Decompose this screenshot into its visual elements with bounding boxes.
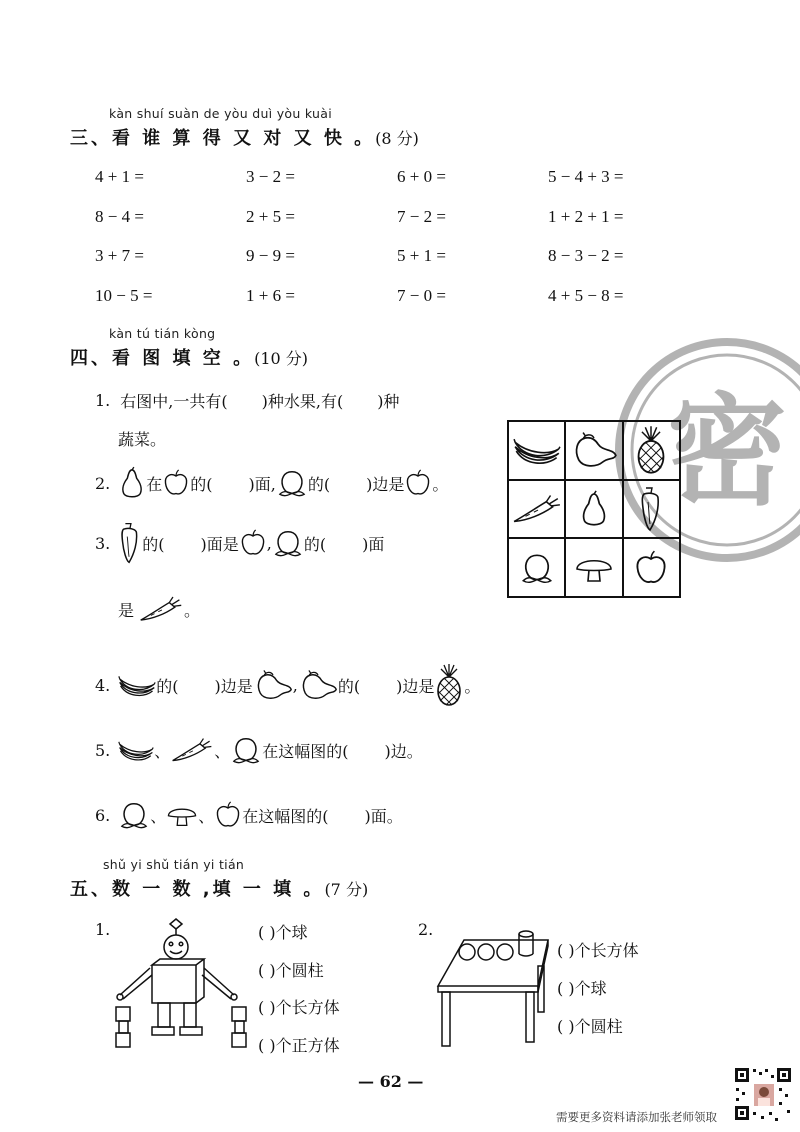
pear-icon [578,489,610,529]
eggplant-icon [253,669,293,701]
pepper-icon [118,518,142,568]
q2-text: 在 [146,474,163,494]
footer-note: 需要更多资料请添加张老师领取 [556,1110,717,1124]
page-number: — 62 — [358,1072,424,1091]
question-3-line-2 [118,594,200,624]
section3-title: 三、看 谁 算 得 又 对 又 快 。 [70,128,376,149]
grid-cell-pepper [623,480,680,539]
eggplant-icon [298,669,338,701]
apple-icon [214,800,242,830]
q1-text: 右图中,一共有( [120,392,228,411]
question-6 [95,800,403,830]
peach-icon [276,468,308,498]
q3-text: )面是 [200,534,239,554]
q5-text: )边。 [384,741,423,761]
question-3-line-1 [95,518,384,568]
section4-score: (10 分) [254,349,309,368]
count-blank[interactable]: ( )个圆柱 [258,961,324,980]
carrot-icon [170,736,214,764]
q6-number: 6. [95,805,111,825]
q2-text: )面, [248,474,276,494]
count-blank[interactable]: ( )个长方体 [258,998,340,1017]
equation: 2 + 5 = [246,207,295,226]
section4-title: 四、看 图 填 空 。 [70,348,255,369]
q3-text: , [266,533,272,553]
carrot-icon [511,492,563,526]
q6-text: )面。 [364,806,403,826]
equation: 1 + 2 + 1 = [548,207,624,226]
peach-icon [272,528,304,558]
equation: 4 + 5 − 8 = [548,286,624,305]
equation: 9 − 9 = [246,246,295,265]
q1-text: )种水果,有( [261,392,344,411]
q3-number: 3. [95,533,111,553]
q4-number: 4. [95,675,111,695]
equation: 3 − 2 = [246,167,295,186]
q2-text: )边是 [366,474,405,494]
q4-text: 的( [156,676,179,696]
q4-text: 。 [464,676,481,696]
grid-cell-mushroom [565,538,622,597]
eggplant-icon [570,431,618,469]
grid-cell-pineapple [623,421,680,480]
section4-pinyin: kàn tú tián kòng [109,326,216,341]
q6-text: 在这幅图的( [242,806,329,826]
carrot-icon [138,594,184,624]
count-blank[interactable]: ( )个圆柱 [557,1017,623,1036]
equation: 8 − 3 − 2 = [548,246,624,265]
grid-cell-banana [508,421,565,480]
equation: 8 − 4 = [95,207,144,226]
count-blank[interactable]: ( )个正方体 [258,1036,340,1055]
question-1-line-1 [95,389,399,412]
mushroom-icon [166,802,198,828]
section5-title: 五、数 一 数 ,填 一 填 。 [70,879,325,900]
section5-heading [70,875,368,901]
section3-pinyin: kàn shuí suàn de yòu duì yòu kuài [109,106,332,121]
qr-code-icon[interactable] [733,1066,793,1122]
apple-icon [633,549,669,587]
q4-text: )边是 [214,676,253,696]
grid-cell-peach [508,538,565,597]
peach-icon [118,800,150,830]
pineapple-icon [434,662,464,708]
count-blank[interactable]: ( )个长方体 [557,941,639,960]
section5-pinyin: shǔ yi shǔ tián yi tián [103,857,245,872]
q3-text: 的( [142,534,165,554]
section5-score: (7 分) [324,880,369,899]
section3-heading [70,124,419,150]
equation: 5 + 1 = [397,246,446,265]
pineapple-icon [634,425,668,475]
part-2-number: 2. [418,920,434,939]
table-shapes-picture [434,928,552,1050]
q3-text: 是 [118,600,135,620]
question-1-line-2: 蔬菜。 [118,430,167,449]
equation: 4 + 1 = [95,167,144,186]
q6-text: 、 [150,806,167,826]
q4-text: )边是 [396,676,435,696]
fruit-vegetable-grid [507,420,681,598]
grid-cell-eggplant [565,421,622,480]
question-5 [95,735,423,765]
part-1-number: 1. [95,920,111,939]
q5-number: 5. [95,740,111,760]
grid-cell-pear [565,480,622,539]
stamp-text: 密 [667,383,787,522]
q3-text: 。 [184,600,201,620]
q4-text: , [292,675,298,695]
count-blank[interactable]: ( )个球 [258,923,308,942]
banana-icon [118,671,156,699]
peach-icon [230,735,262,765]
q5-text: 、 [214,741,231,761]
equation: 5 − 4 + 3 = [548,167,624,186]
pear-icon [118,466,146,500]
grid-cell-carrot [508,480,565,539]
equation: 10 − 5 = [95,286,153,305]
q5-text: 、 [154,741,171,761]
robot-shapes-picture [108,915,258,1055]
q5-text: 在这幅图的( [262,741,349,761]
question-4 [95,662,480,708]
apple-icon [239,528,267,558]
q2-text: 。 [432,474,449,494]
count-blank[interactable]: ( )个球 [557,979,607,998]
equation: 7 − 0 = [397,286,446,305]
question-2 [95,466,448,500]
grid-cell-apple [623,538,680,597]
section3-score: (8 分) [375,129,419,148]
mushroom-icon [574,551,614,585]
banana-icon [513,433,561,467]
q6-text: 、 [198,806,215,826]
q2-text: 的( [190,474,213,494]
q1-number: 1. [95,391,111,410]
section4-heading [70,344,308,370]
q3-text: )面 [362,534,385,554]
equation: 6 + 0 = [397,167,446,186]
banana-icon [118,736,154,764]
equation: 1 + 6 = [246,286,295,305]
pepper-icon [638,484,664,534]
q2-number: 2. [95,473,111,493]
apple-icon [162,468,190,498]
q4-text: 的( [337,676,361,696]
q3-text: 的( [303,534,327,554]
equation: 7 − 2 = [397,207,446,226]
q2-text: 的( [307,474,331,494]
equation: 3 + 7 = [95,246,144,265]
apple-icon [404,468,432,498]
q1-text: )种 [377,392,400,411]
peach-icon [519,550,555,586]
